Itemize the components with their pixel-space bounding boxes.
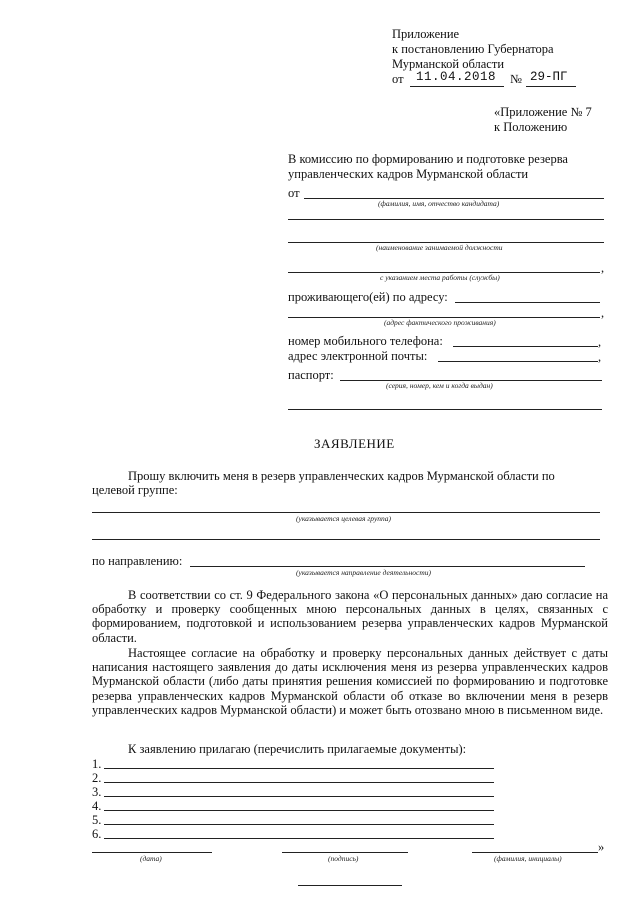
target-group-field[interactable] xyxy=(92,512,600,513)
addressee-line2: управленческих кадров Мурманской области xyxy=(288,167,529,181)
phone-label: номер мобильного телефона: xyxy=(288,334,443,348)
from-label: от xyxy=(288,186,300,200)
attachment-field-1[interactable] xyxy=(104,768,494,769)
address-field[interactable] xyxy=(455,302,600,303)
attachment-field-3[interactable] xyxy=(104,796,494,797)
header-date-prefix: от xyxy=(392,72,404,86)
appendix-number: «Приложение № 7 xyxy=(494,105,592,119)
date-field[interactable] xyxy=(92,852,212,853)
name-initials-field[interactable] xyxy=(472,852,598,853)
header-number-prefix: № xyxy=(510,72,522,86)
name-initials-hint: (фамилия, инициалы) xyxy=(494,854,562,863)
candidate-name-hint: (фамилия, имя, отчество кандидата) xyxy=(378,199,500,208)
target-group-hint: (указывается целевая группа) xyxy=(296,514,392,523)
signature-field[interactable] xyxy=(282,852,408,853)
direction-field[interactable] xyxy=(190,566,585,567)
attachment-number-1: 1. xyxy=(92,757,102,771)
header-number-underline xyxy=(526,86,576,87)
passport-hint: (серия, номер, кем и когда выдан) xyxy=(386,381,493,390)
passport-field-2[interactable] xyxy=(288,409,602,410)
appendix-regulation: к Положению xyxy=(494,120,568,134)
workplace-comma: , xyxy=(601,261,605,275)
signature-hint: (подпись) xyxy=(328,854,359,863)
candidate-name-field-2[interactable] xyxy=(288,219,604,220)
header-number-value: 29-ПГ xyxy=(530,70,568,84)
attachment-number-6: 6. xyxy=(92,827,102,841)
attachment-field-5[interactable] xyxy=(104,824,494,825)
header-date-value: 11.04.2018 xyxy=(416,70,497,84)
request-line2: целевой группе: xyxy=(92,483,178,497)
target-group-field-2[interactable] xyxy=(92,539,600,540)
workplace-hint: с указанием места работы (службы) xyxy=(380,273,500,282)
bottom-separator xyxy=(298,885,402,886)
attachment-number-2: 2. xyxy=(92,771,102,785)
position-hint: (наименование занимаемой должности xyxy=(376,243,503,252)
header-date-underline xyxy=(410,86,504,87)
addressee-line1: В комиссию по формированию и подготовке резерва xyxy=(288,152,568,166)
attachment-number-5: 5. xyxy=(92,813,102,827)
email-label: адрес электронной почты: xyxy=(288,349,428,363)
attachment-field-6[interactable] xyxy=(104,838,494,839)
consent-paragraph-2: Настоящее согласие на обработку и проверку персональных данных действует с даты написания настоящего заявления до даты исключения меня из резерва управленческих кадров Мурманской области (либо даты принятия решения комиссией по формированию и подготовке резерва управленческих кадров Мурманской области об отказе во включении меня в резерв управленческих кадров Мурманской области) и может быть отозвано мною в письменном виде. xyxy=(92,646,608,717)
header-decree-line: к постановлению Губернатора xyxy=(392,42,554,56)
residing-label: проживающего(ей) по адресу: xyxy=(288,290,448,304)
address-hint: (адрес фактического проживания) xyxy=(384,318,496,327)
attachment-number-4: 4. xyxy=(92,799,102,813)
header-region-line: Мурманской области xyxy=(392,57,505,71)
address-comma: , xyxy=(601,306,605,320)
closing-quote: » xyxy=(598,840,605,854)
attachment-field-2[interactable] xyxy=(104,782,494,783)
email-field[interactable] xyxy=(438,361,598,362)
attachments-intro: К заявлению прилагаю (перечислить прилагаемые документы): xyxy=(128,742,467,756)
consent-paragraph-1: В соответствии со ст. 9 Федерального закона «О персональных данных» даю согласие на обработку и проверку сообщенных мною персональных данных в целях, связанных с формированием, подготовкой и использованием резерва управленческих кадров Мурманской области. xyxy=(92,588,608,645)
attachment-field-4[interactable] xyxy=(104,810,494,811)
passport-label: паспорт: xyxy=(288,368,334,382)
header-appendix-title: Приложение xyxy=(392,27,460,41)
email-comma: , xyxy=(598,350,602,364)
phone-field[interactable] xyxy=(453,346,598,347)
document-title: ЗАЯВЛЕНИЕ xyxy=(314,436,395,451)
date-hint: (дата) xyxy=(140,854,162,863)
request-line1: Прошу включить меня в резерв управленческих кадров Мурманской области по xyxy=(128,469,555,483)
direction-label: по направлению: xyxy=(92,554,183,568)
attachment-number-3: 3. xyxy=(92,785,102,799)
direction-hint: (указывается направление деятельности) xyxy=(296,568,432,577)
phone-comma: , xyxy=(598,335,602,349)
